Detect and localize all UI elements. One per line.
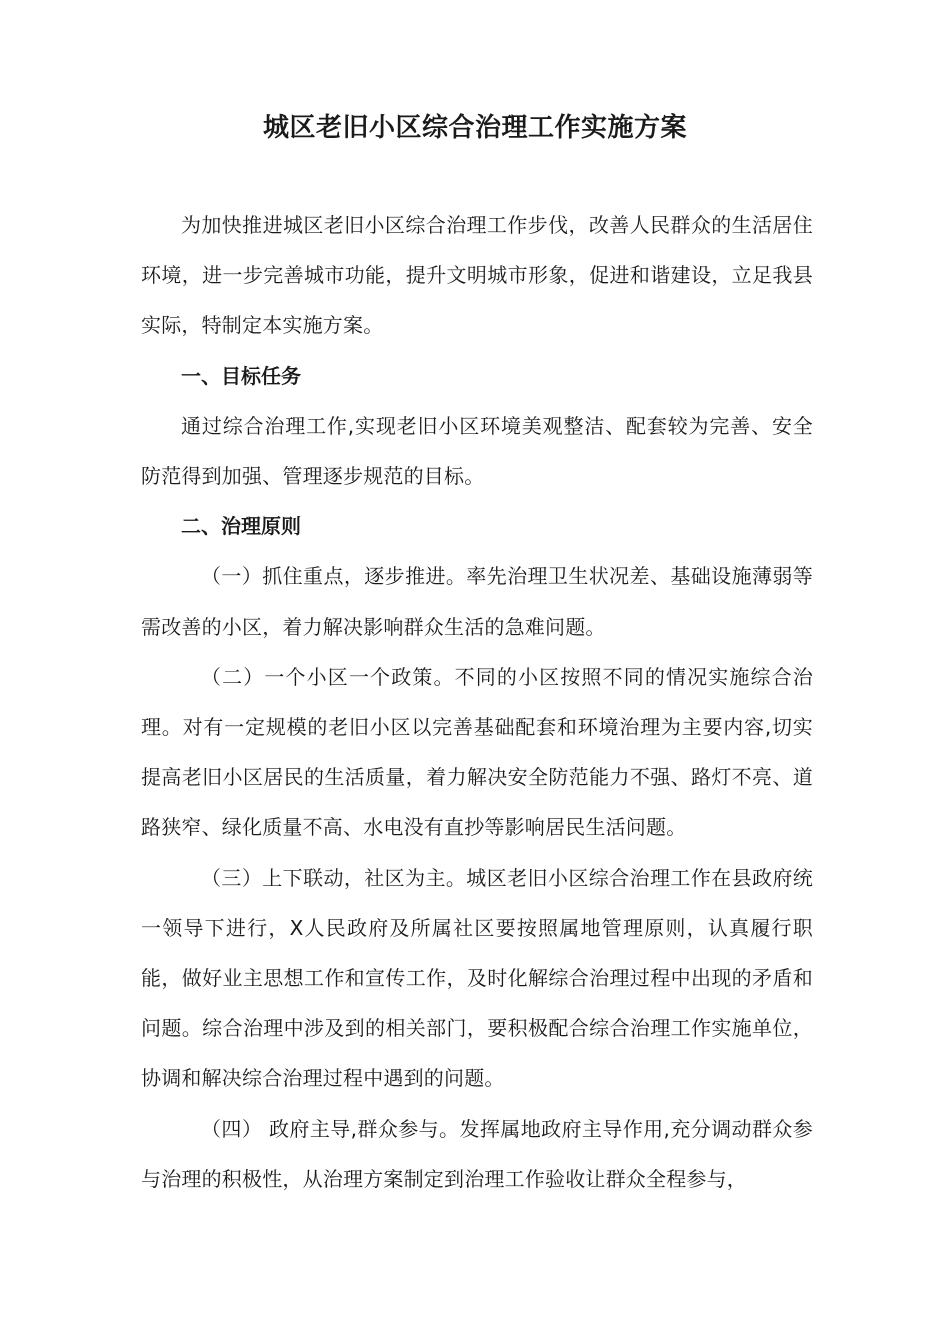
- principle-item-2: （二）一个小区一个政策。不同的小区按照不同的情况实施综合治理。对有一定规模的老旧小区以完善基础配套和环境治理为主要内容,切实提高老旧小区居民的生活质量，着力解决安全防范能力不强、路灯不亮、道路狭窄、绿化质量不高、水电没有直抄等影响居民生活问题。: [141, 664, 813, 840]
- section-heading-goals: 一、目标任务: [181, 363, 301, 388]
- section-heading-principles: 二、治理原则: [181, 514, 301, 539]
- principle-item-3: （三）上下联动，社区为主。城区老旧小区综合治理工作在县政府统一领导下进行，X人民政府及所属社区要按照属地管理原则，认真履行职能，做好业主思想工作和宣传工作，及时化解综合治理过程中出现的矛盾和问题。综合治理中涉及到的相关部门，要积极配合综合治理工作实施单位，协调和解决综合治理过程中遇到的问题。: [141, 865, 813, 1091]
- intro-paragraph: 为加快推进城区老旧小区综合治理工作步伐，改善人民群众的生活居住环境，进一步完善城市功能，提升文明城市形象，促进和谐建设，立足我县实际，特制定本实施方案。: [141, 213, 813, 338]
- principle-item-1: （一）抓住重点，逐步推进。率先治理卫生状况差、基础设施薄弱等需改善的小区，着力解决影响群众生活的急难问题。: [141, 564, 813, 639]
- document-title: 城区老旧小区综合治理工作实施方案: [262, 113, 687, 143]
- document-body: [141, 200, 813, 1204]
- principle-item-4: （四） 政府主导,群众参与。发挥属地政府主导作用,充分调动群众参与治理的积极性，从治理方案制定到治理工作验收让群众全程参与，: [141, 1116, 813, 1191]
- goals-paragraph: 通过综合治理工作,实现老旧小区环境美观整洁、配套较为完善、安全防范得到加强、管理逐步规范的目标。: [141, 413, 813, 489]
